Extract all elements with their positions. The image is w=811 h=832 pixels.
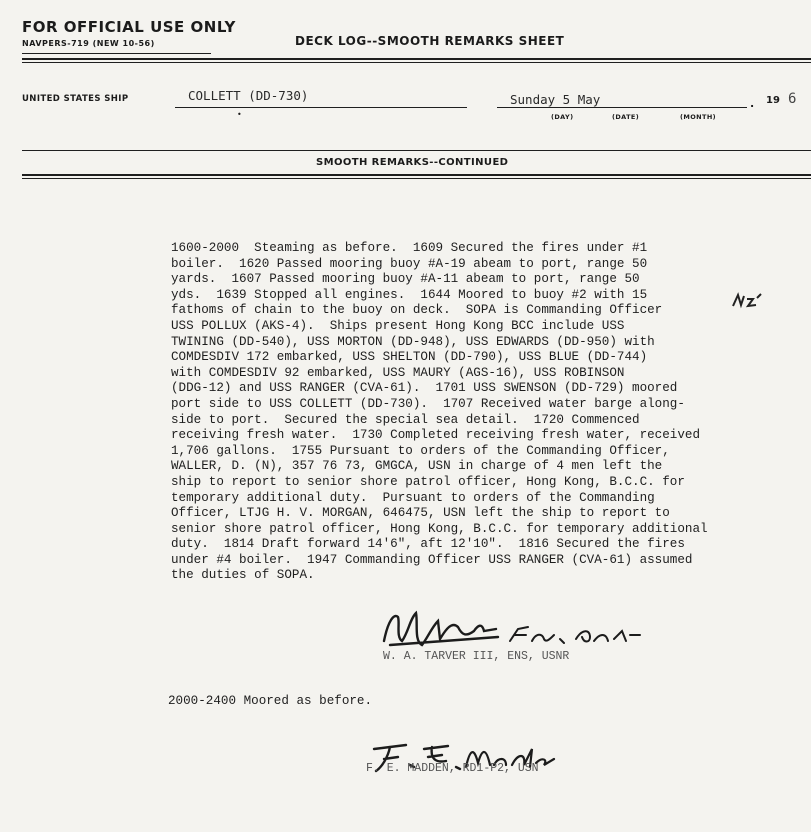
remarks-line: WALLER, D. (N), 357 76 73, GMGCA, USN in charge of 4 men left the [171, 459, 663, 474]
remarks-line: (DDG-12) and USS RANGER (CVA-61). 1701 USS SWENSON (DD-729) moored [171, 381, 678, 396]
remarks-line: fathoms of chain to the buoy on deck. SOPA is Commanding Officer [171, 303, 663, 318]
margin-initials-mark [730, 290, 764, 312]
header-rule-main [22, 58, 811, 60]
header-rule-left [22, 53, 211, 54]
remarks-line: TWINING (DD-540), USS MORTON (DD-948), USS EDWARDS (DD-950) with [171, 334, 655, 349]
remarks-line: 1,706 gallons. 1755 Pursuant to orders of the Commanding Officer, [171, 443, 670, 458]
ship-underline [175, 107, 467, 108]
form-number: NAVPERS-719 (NEW 10-56) [22, 39, 155, 48]
ship-label: UNITED STATES SHIP [22, 94, 129, 104]
year-prefix: 19 [766, 95, 780, 106]
stray-mark: • [237, 110, 242, 119]
remarks-body [171, 241, 708, 584]
remarks-line: 1600-2000 Steaming as before. 1609 Secured the fires under #1 [171, 241, 648, 255]
remarks-line: side to port. Secured the special sea detail. 1720 Commenced [171, 412, 640, 427]
date-label: (DATE) [612, 113, 640, 121]
remarks-line: duty. 1814 Draft forward 14'6", aft 12'10". 1816 Secured the fires [171, 537, 685, 552]
day-label: (DAY) [551, 113, 574, 121]
section-heading: SMOOTH REMARKS--CONTINUED [316, 157, 509, 168]
watch-entry-2000-2400: 2000-2400 Moored as before. [168, 694, 373, 708]
remarks-line: temporary additional duty. Pursuant to orders of the Commanding [171, 490, 655, 505]
remarks-line: with COMDESDIV 92 embarked, USS MAURY (AGS-16), USS ROBINSON [171, 365, 625, 380]
signature-tarver [378, 607, 668, 655]
date-underline [497, 107, 747, 108]
remarks-line: ship to report to senior shore patrol officer, Hong Kong, B.C.C. for [171, 474, 685, 489]
year-suffix: 6 [788, 91, 797, 107]
remarks-line: USS POLLUX (AKS-4). Ships present Hong Kong BCC include USS [171, 318, 625, 333]
remarks-line: COMDESDIV 172 embarked, USS SHELTON (DD-790), USS BLUE (DD-744) [171, 350, 648, 365]
year-separator: . [750, 97, 755, 110]
ship-name-value: COLLETT (DD-730) [188, 88, 309, 103]
header-rule-thin [22, 62, 811, 63]
remarks-line: receiving fresh water. 1730 Completed receiving fresh water, received [171, 428, 701, 443]
section-rule-main [22, 174, 811, 176]
remarks-line: yards. 1607 Passed mooring buoy #A-11 abeam to port, range 50 [171, 272, 640, 287]
section-rule-thin [22, 178, 811, 179]
typed-name-madden: F. E. MADDEN, RD1-P2, USN [366, 762, 539, 775]
remarks-line: Officer, LTJG H. V. MORGAN, 646475, USN left the ship to report to [171, 506, 670, 521]
typed-name-tarver: W. A. TARVER III, ENS, USNR [383, 650, 570, 663]
remarks-line: under #4 boiler. 1947 Commanding Officer USS RANGER (CVA-61) assumed [171, 552, 693, 567]
remarks-line: yds. 1639 Stopped all engines. 1644 Moored to buoy #2 with 15 [171, 287, 648, 302]
section-rule-top [22, 150, 811, 151]
classification-heading: FOR OFFICIAL USE ONLY [22, 18, 236, 36]
remarks-line: senior shore patrol officer, Hong Kong, B.C.C. for temporary additional [171, 521, 708, 536]
page-title: DECK LOG--SMOOTH REMARKS SHEET [295, 34, 565, 48]
remarks-line: boiler. 1620 Passed mooring buoy #A-19 abeam to port, range 50 [171, 256, 648, 271]
remarks-line: the duties of SOPA. [171, 568, 315, 583]
month-label: (MONTH) [680, 113, 717, 121]
date-value: Sunday 5 May [510, 92, 601, 107]
remarks-line: port side to USS COLLETT (DD-730). 1707 Received water barge along- [171, 396, 685, 411]
